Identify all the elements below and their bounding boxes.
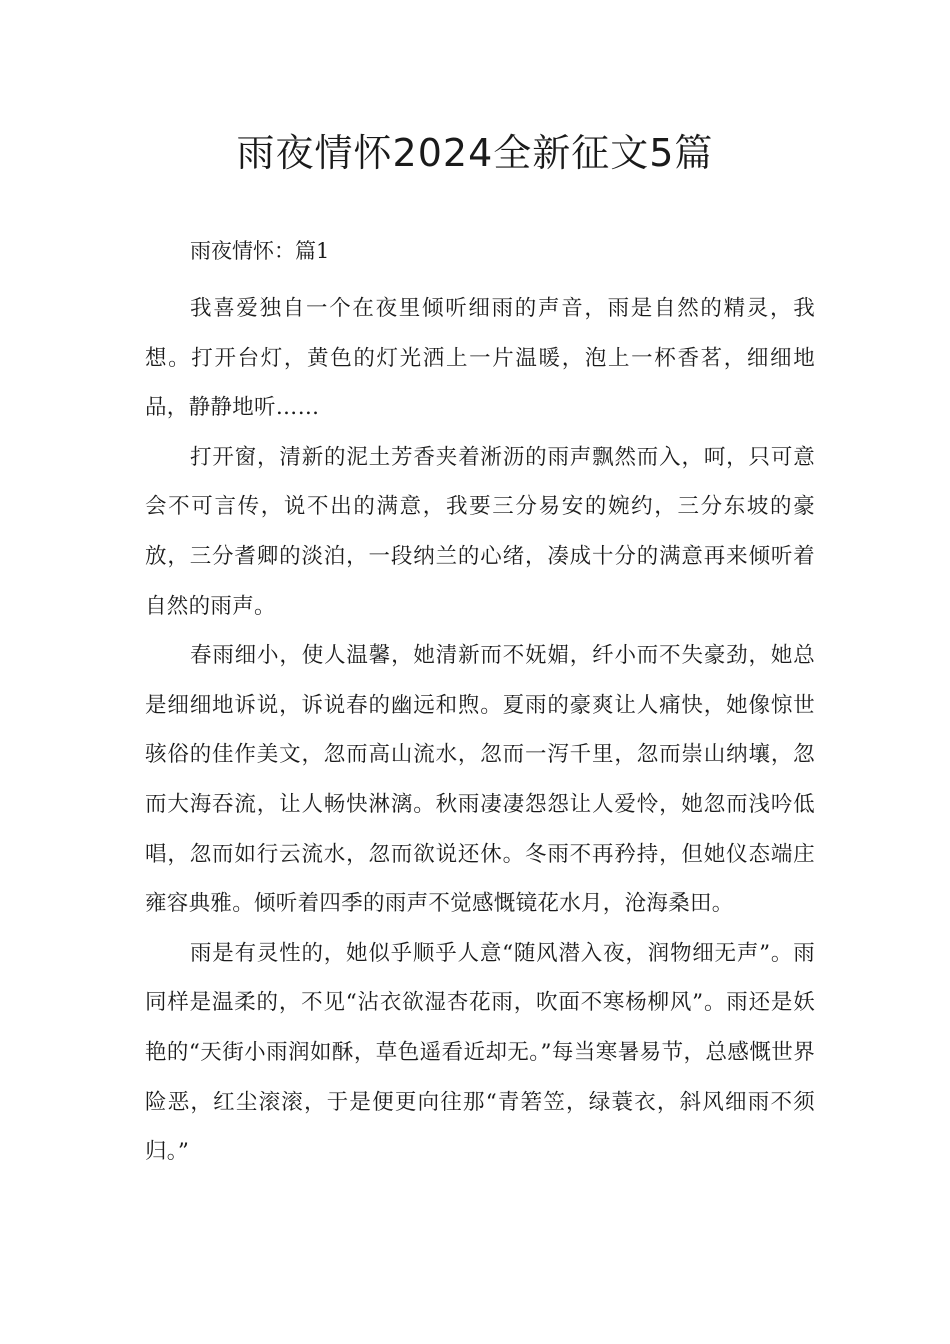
paragraph: 我喜爱独自一个在夜里倾听细雨的声音，雨是自然的精灵，我想。打开台灯，黄色的灯光洒上一片温暖，泡上一杯香茗，细细地品，静静地听…… bbox=[145, 296, 815, 421]
paragraph: 打开窗，清新的泥土芳香夹着淅沥的雨声飘然而入，呵，只可意会不可言传，说不出的满意，我要三分易安的婉约，三分东坡的豪放，三分耆卿的淡泊，一段纳兰的心绪，凑成十分的满意再来倾听着自然的雨声。 bbox=[145, 444, 815, 619]
paragraph: 雨是有灵性的，她似乎顺乎人意“随风潜入夜，润物细无声”。雨同样是温柔的，不见“沾衣欲湿杏花雨，吹面不寒杨柳风”。雨还是妖艳的“天街小雨润如酥，草色遥看近却无。”每当寒暑易节，总感慨世界险恶，红尘滚滚，于是便更向往那“青箬笠，绿蓑衣，斜风细雨不须归。” bbox=[145, 940, 815, 1165]
paragraph: 春雨细小，使人温馨，她清新而不妩媚，纤小而不失豪劲，她总是细细地诉说，诉说春的幽远和煦。夏雨的豪爽让人痛快，她像惊世骇俗的佳作美文，忽而高山流水，忽而一泻千里，忽而崇山纳壤，忽而大海吞流，让人畅快淋漓。秋雨凄凄怨怨让人爱怜，她忽而浅吟低唱，忽而如行云流水，忽而欲说还休。冬雨不再矜持，但她仪态端庄雍容典雅。倾听着四季的雨声不觉感慨镜花水月，沧海桑田。 bbox=[145, 643, 815, 917]
article-body bbox=[145, 284, 815, 1177]
section-heading: 雨夜情怀：篇1 bbox=[190, 239, 330, 263]
document-title: 雨夜情怀2024全新征文5篇 bbox=[236, 131, 714, 175]
